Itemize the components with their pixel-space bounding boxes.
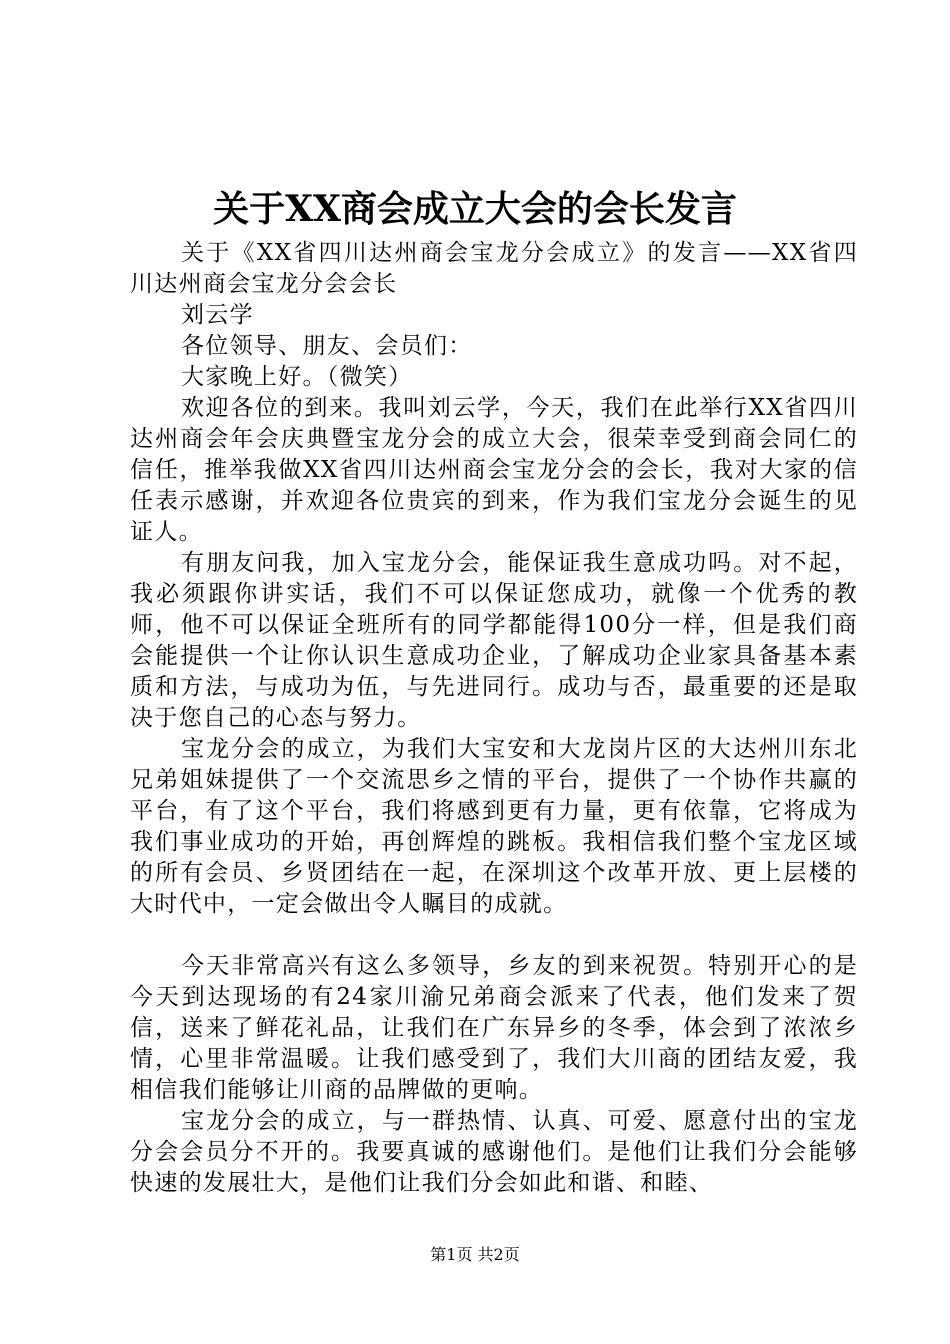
document-title: 关于XX商会成立大会的会长发言 <box>213 188 737 230</box>
paragraph-welcome: 欢迎各位的到来。我叫刘云学，今天，我们在此举行XX省四川达州商会年会庆典暨宝龙分会的成立大会，很荣幸受到商会同仁的信任，推举我做XX省四川达州商会宝龙分会的会长，我对大家的信任表示感谢，并欢迎各位贵宾的到来，作为我们宝龙分会诞生的见证人。 <box>130 395 858 545</box>
paragraph-thanks-guests: 今天非常高兴有这么多领导，乡友的到来祝贺。特别开心的是今天到达现场的有24家川渝兄弟商会派来了代表，他们发来了贺信，送来了鲜花礼品，让我们在广东异乡的冬季，体会到了浓浓乡情，心里非常温暖。让我们感受到了，我们大川商的团结友爱，我相信我们能够让川商的品牌做的更响。 <box>130 953 858 1103</box>
paragraph-speaker-name: 刘云学 <box>181 302 254 328</box>
paragraph-speech-heading: 关于《XX省四川达州商会宝龙分会成立》的发言——XX省四川达州商会宝龙分会会长 <box>130 240 858 297</box>
paragraph-question: 有朋友问我，加入宝龙分会，能保证我生意成功吗。对不起，我必须跟你讲实话，我们不可以保证您成功，就像一个优秀的教师，他不可以保证全班所有的同学都能得100分一样，但是我们商会能提供一个让你认识生意成功企业，了解成功企业家具备基本素质和方法，与成功为伍，与先进同行。成功与否，最重要的还是取决于您自己的心态与努力。 <box>130 550 858 731</box>
paragraph-salutation: 各位领导、朋友、会员们： <box>181 333 473 359</box>
paragraph-greeting: 大家晚上好。（微笑） <box>181 364 413 390</box>
paragraph-platform: 宝龙分会的成立，为我们大宝安和大龙岗片区的大达州川东北兄弟姐妹提供了一个交流思乡之情的平台，提供了一个协作共赢的平台，有了这个平台，我们将感到更有力量，更有依靠，它将成为我们事业成功的开始，再创辉煌的跳板。我相信我们整个宝龙区域的所有会员、乡贤团结在一起，在深圳这个改革开放、更上层楼的大时代中，一定会做出令人瞩目的成就。 <box>130 736 858 917</box>
document-body <box>130 238 858 1199</box>
paragraph-thanks-members: 宝龙分会的成立，与一群热情、认真、可爱、愿意付出的宝龙分会会员分不开的。我要真诚的感谢他们。是他们让我们分会能够快速的发展壮大，是他们让我们分会如此和谐、和睦、 <box>130 1108 858 1196</box>
page-number-footer: 第1页 共2页 <box>430 1245 520 1264</box>
